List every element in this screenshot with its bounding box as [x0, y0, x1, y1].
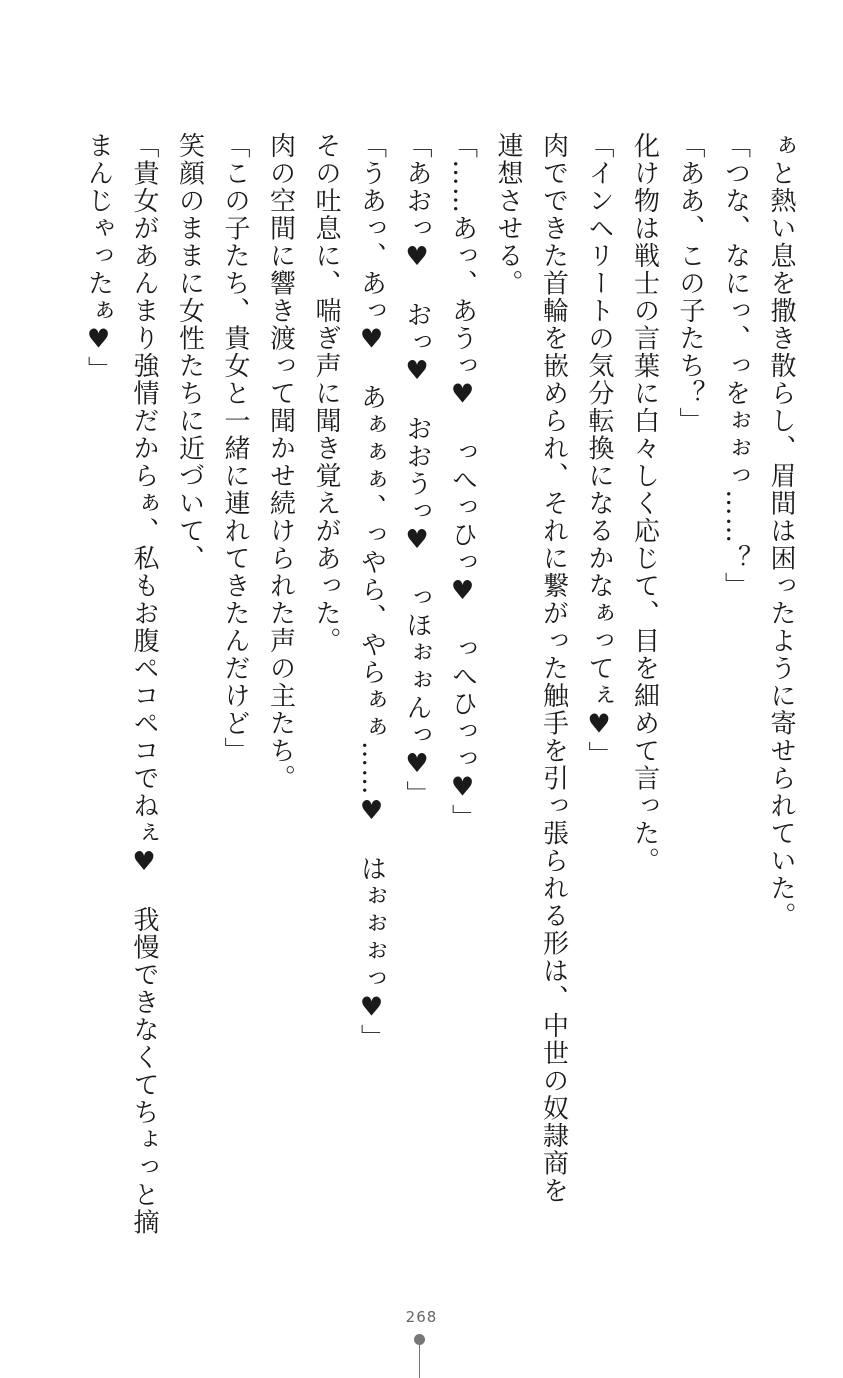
text-line: 「うあっ、あっ♥ あぁぁぁ、っやら、やらぁぁ……♥ はぉぉぉっ♥」: [356, 132, 387, 1052]
vertical-text-body: [43, 132, 803, 1242]
text-line: ぁと熱い息を撒き散らし、眉間は困ったように寄せられていた。: [766, 132, 796, 930]
text-line: 笑顔のままに女性たちに近づいて、: [174, 132, 205, 572]
text-line: その吐息に、喘ぎ声に聞き覚えがあった。: [311, 132, 341, 655]
page-number: 268: [405, 1308, 438, 1326]
text-line: 「ああ、この子たち？」: [675, 132, 705, 435]
page-marker-line: [419, 1344, 420, 1378]
text-line: 「つな、なにっ、っをぉぉっ……？」: [720, 132, 751, 600]
text-line: 「あおっ♥ おっ♥ おおうっ♥ っほぉぉんっ♥」: [402, 132, 432, 808]
text-line: 「貴女があんまり強情だからぁ、私もお腹ペコペコでねぇ♥ 我慢できなくてちょっと摘: [129, 132, 159, 1236]
text-line: 肉でできた首輪を嵌められ、それに繋がった触手を引っ張られる形は、中世の奴隷商を: [538, 132, 569, 1205]
text-line: 「この子たち、貴女と一緒に連れてきたんだけど」: [220, 132, 250, 765]
text-line: 「インヘリートの気分転換になるかなぁってぇ♥」: [584, 132, 614, 769]
text-line: まんじゃったぁ♥」: [83, 132, 114, 384]
text-line: 化け物は戦士の言葉に白々しく応じて、目を細めて言った。: [629, 132, 660, 875]
text-line: 連想させる。: [493, 132, 523, 297]
text-line: 「……あっ、あうっ♥ っへっひっ♥ っへひっっ♥」: [447, 132, 478, 832]
text-line: 肉の空間に響き渡って聞かせ続けられた声の主たち。: [265, 132, 296, 792]
